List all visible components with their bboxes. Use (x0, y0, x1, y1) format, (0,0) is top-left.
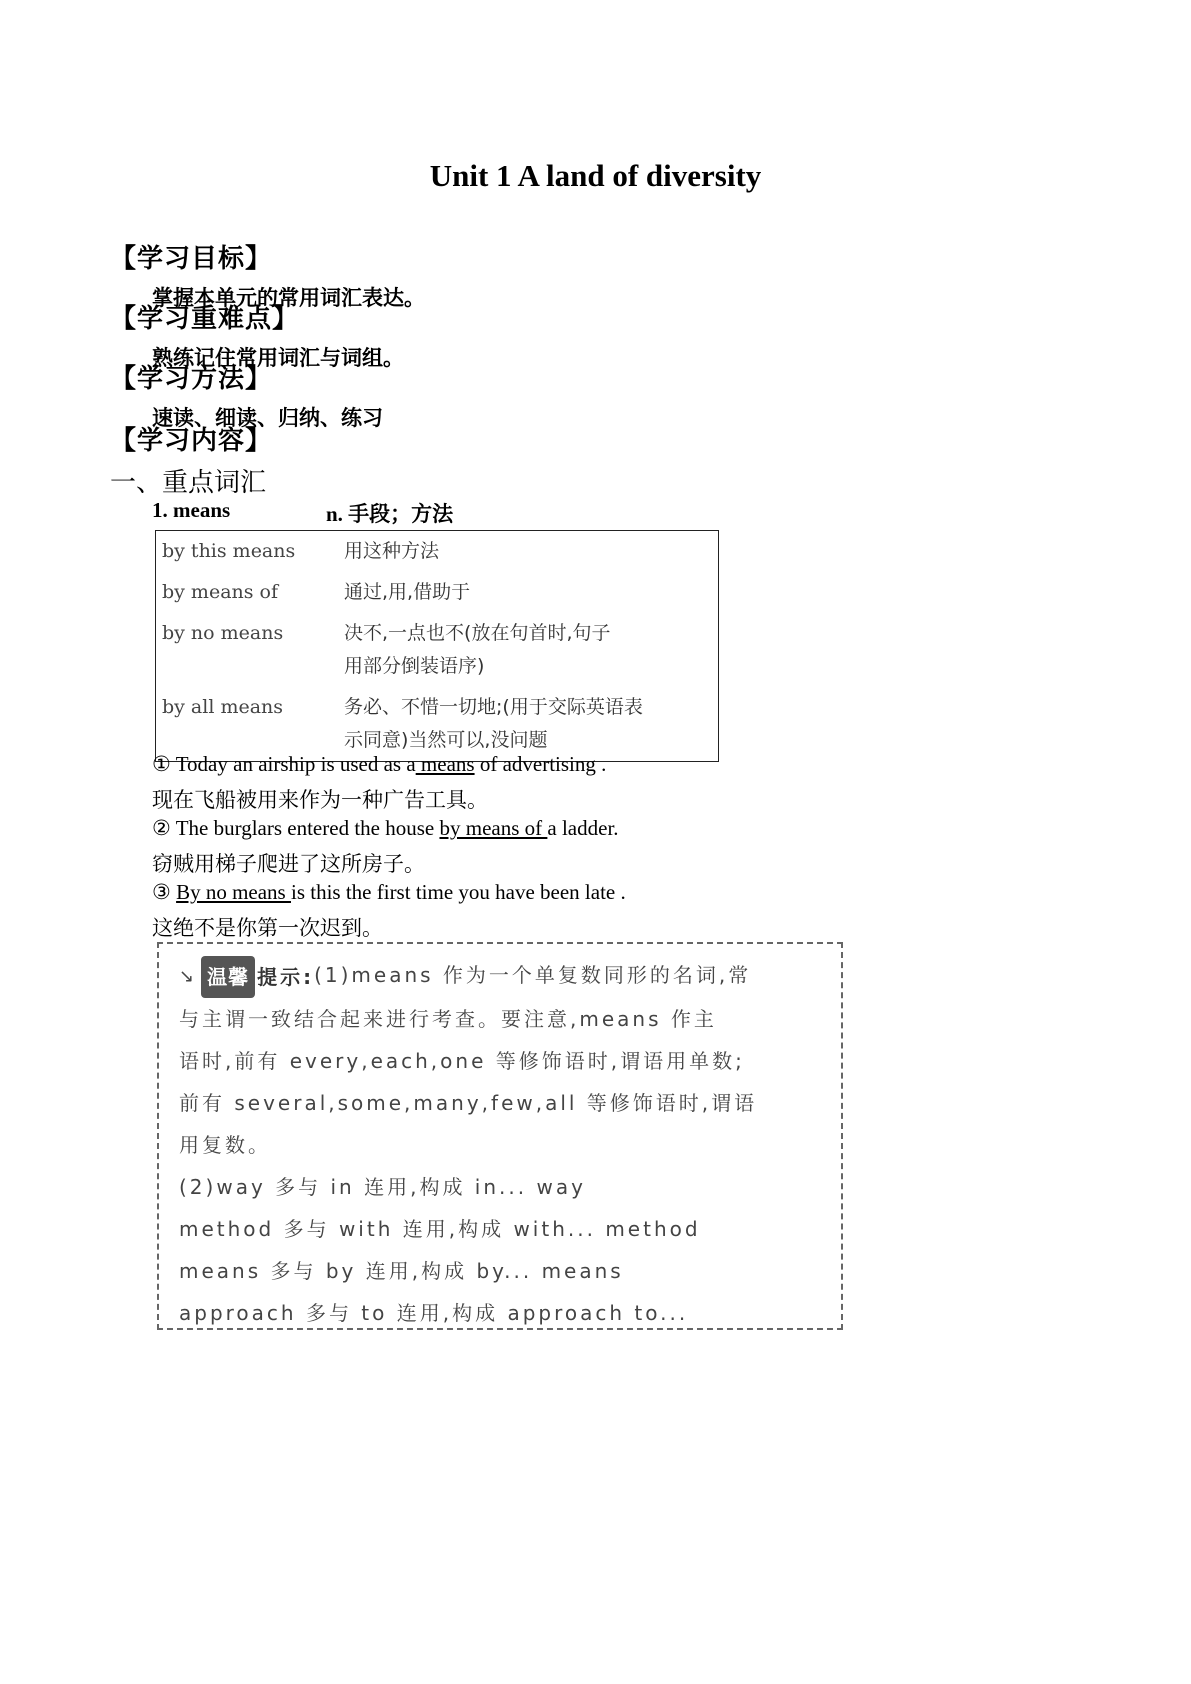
word-entry (152, 498, 454, 526)
section-content-goals: 掌握本单元的常用词汇表达。 (152, 286, 425, 310)
tip-line: approach 多与 to 连用,构成 approach to... (179, 1301, 689, 1325)
phrase-zh (338, 613, 719, 687)
tip-line: (2)way 多与 in 连用,构成 in... way (179, 1175, 586, 1199)
tip-box (157, 942, 843, 1330)
tip-line: 与主谓一致结合起来进行考查。要注意,means 作主 (179, 1007, 717, 1031)
section-content-difficulty: 熟练记住常用词汇与词组。 (152, 346, 404, 370)
arrow-icon: ↘ (179, 966, 198, 987)
table-row (156, 687, 719, 762)
table-row (156, 572, 719, 613)
section-header-content: 【学习内容】 (110, 426, 273, 455)
phrase-zh-line: 务必、不惜一切地;(用于交际英语表 (344, 696, 643, 718)
example-sentence-3 (152, 880, 626, 905)
section-content-method: 速读、细读、归纳、练习 (152, 406, 383, 430)
tip-line: method 多与 with 连用,构成 with... method (179, 1217, 701, 1241)
tip-line: 用复数。 (179, 1133, 271, 1157)
example-text: is this the first time you have been late . (290, 880, 626, 904)
phrase-en: by all means (162, 696, 284, 718)
table-row (156, 613, 719, 687)
phrase-zh-line: 示同意)当然可以,没问题 (344, 729, 548, 751)
phrase-table (155, 530, 719, 762)
phrase-zh-line: 决不,一点也不(放在句首时,句子 (344, 622, 611, 644)
example-text: of advertising . (474, 752, 607, 776)
example-number: ① (152, 752, 171, 776)
phrase-en: by no means (162, 622, 284, 644)
phrase-zh-line: 用部分倒装语序) (344, 655, 485, 677)
word-term: 1. means (152, 498, 231, 522)
example-translation-3: 这绝不是你第一次迟到。 (152, 916, 383, 940)
tip-badge: 温馨 (201, 956, 255, 998)
example-sentence-2 (152, 816, 619, 841)
table-row (156, 531, 719, 573)
example-sentence-1 (152, 752, 606, 777)
phrase-zh (338, 687, 719, 762)
phrase-en: by this means (162, 540, 296, 562)
example-text: The burglars entered the house (170, 816, 440, 840)
phrase-zh: 通过,用,借助于 (344, 581, 471, 603)
page-title: Unit 1 A land of diversity (429, 158, 762, 193)
tip-line: 语时,前有 every,each,one 等修饰语时,谓语用单数; (179, 1049, 745, 1073)
example-translation-2: 窃贼用梯子爬进了这所房子。 (152, 852, 425, 876)
section-header-difficulty: 【学习重难点】 (110, 304, 300, 333)
example-number: ② (152, 816, 171, 840)
example-number: ③ (152, 880, 171, 904)
part-heading: 一、重点词汇 (110, 468, 267, 497)
tip-line: (1)means 作为一个单复数同形的名词,常 (314, 963, 752, 987)
section-header-method: 【学习方法】 (110, 364, 273, 393)
word-pos-meaning: n. 手段；方法 (326, 502, 454, 526)
tip-line: means 多与 by 连用,构成 by... means (179, 1259, 624, 1283)
section-header-goals: 【学习目标】 (110, 244, 273, 273)
example-translation-1: 现在飞船被用来作为一种广告工具。 (152, 788, 488, 812)
example-keyword: means (415, 752, 475, 776)
tip-head (179, 956, 314, 998)
example-text: a ladder. (547, 816, 619, 840)
example-text: Today an airship is used as a (170, 752, 416, 776)
example-keyword: By no means (176, 880, 291, 904)
example-keyword: by means of (439, 816, 548, 840)
phrase-zh: 用这种方法 (344, 540, 440, 562)
tip-label: 提示: (257, 965, 315, 989)
tip-line: 前有 several,some,many,few,all 等修饰语时,谓语 (179, 1091, 758, 1115)
phrase-en: by means of (162, 581, 279, 603)
